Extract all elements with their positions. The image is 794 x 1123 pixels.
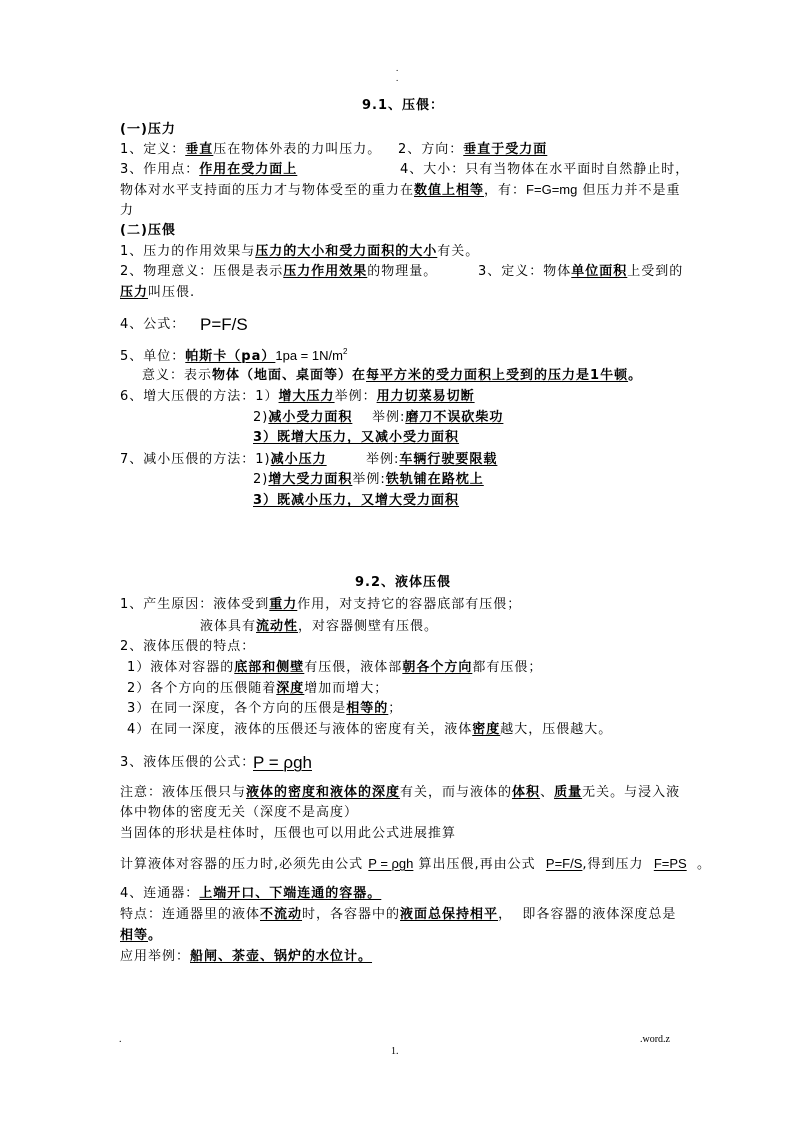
pressure-meaning-line — [120, 263, 437, 281]
feature-1-post: 都有压偎； — [472, 660, 543, 675]
effect-post: 有关。 — [437, 244, 480, 259]
note-line-1 — [120, 784, 680, 802]
pressure-unit-meaning-line — [142, 367, 642, 385]
definition-text: 压在物体外表的力叫压力。 — [213, 142, 382, 157]
increase-example-line-2 — [372, 409, 503, 427]
feature-2-post: 增加而增大； — [304, 681, 389, 696]
calculation-line — [120, 855, 711, 874]
feature-1-emphasis-2: 朝各个方向 — [402, 660, 473, 675]
decrease-example-2: 铁轨铺在路枕上 — [385, 472, 484, 487]
feature-1-mid: 有压偎，液体部 — [304, 660, 403, 675]
decrease-example-line-1 — [366, 451, 497, 469]
decrease-method-1: 减小压力 — [270, 452, 327, 467]
definition-emphasis: 垂直 — [185, 142, 214, 157]
feature-3-emphasis: 相等的 — [346, 701, 389, 716]
cause-text: 1、产生原因：液体受到 — [120, 597, 270, 612]
feature-1-emphasis-1: 底部和侧壁 — [234, 660, 305, 675]
connector-feature-text: 特点：连通器里的液体 — [120, 907, 261, 922]
size-line2-post: 但压力并不是重 — [577, 183, 681, 198]
pressure-heading: (二)压偎 — [120, 223, 176, 238]
cause2-post: ，对容器侧壁有压偎。 — [298, 619, 439, 634]
size-line2-mid: ，有： — [484, 183, 527, 198]
calc-post: 。 — [686, 857, 711, 872]
unit-meaning-end: 。 — [628, 368, 643, 383]
note-line-2: 体中物体的密度无关（深度不是高度） — [120, 805, 359, 820]
note-line-3: 当固体的形状是柱体时，压偎也可以用此公式进展推算 — [120, 826, 457, 841]
application-line — [120, 948, 372, 966]
meaning-post: 的物理量。 — [367, 264, 438, 279]
pressure-definition-post: 上受到的 — [627, 264, 684, 279]
force-definition-line — [120, 141, 381, 159]
direction-label: 2、方向： — [398, 142, 464, 157]
decrease-label: 7、减小压偎的方法：1) — [120, 452, 271, 467]
pressure-definition-line — [478, 263, 683, 281]
decrease-example-label-2: 举例: — [352, 472, 386, 487]
connector-feature-emphasis-1: 不流动 — [260, 907, 303, 922]
increase-example-2: 磨刀不误砍柴功 — [405, 410, 504, 425]
pressure-formula: P=F/S — [200, 315, 248, 334]
connector-feature-line-2 — [120, 927, 162, 945]
cause2-text: 液体具有 — [200, 619, 257, 634]
increase-method-line-1 — [120, 388, 475, 406]
unit-meaning-bold: 物体（地面、桌面等）在 — [212, 368, 367, 383]
top-mark-1: . — [396, 63, 399, 73]
decrease-method-line-2 — [253, 471, 484, 489]
unit-meaning-emphasis: 每平方米的受力面积上受到的压力是1牛顿 — [366, 368, 629, 383]
increase-example-1: 用力切菜易切断 — [376, 389, 475, 404]
connector-feature-mid: 时，各容器中的 — [302, 907, 401, 922]
size-line2-emphasis: 数值上相等 — [414, 183, 485, 198]
feature-4-post: 越大，压偎越大。 — [500, 722, 613, 737]
calc-text: 计算液体对容器的压力时,必须先由公式 — [120, 857, 369, 872]
size-line2-formula: F=G=mg — [526, 182, 578, 197]
application-label: 应用举例： — [120, 949, 191, 964]
increase-method-1: 增大压力 — [278, 389, 335, 404]
force-size-line-3: 力 — [120, 203, 135, 218]
direction-emphasis: 垂直于受力面 — [463, 142, 548, 157]
application-emphasis: 船闸、茶壶、锅炉的水位计。 — [190, 949, 373, 964]
feature-1-text: 1）液体对容器的 — [127, 660, 235, 675]
increase-method-3: 3）既增大压力，又减小受力面积 — [253, 430, 460, 445]
force-point-line — [120, 161, 297, 179]
pressure-unit-line — [120, 347, 347, 366]
feature-3-post: ； — [388, 701, 403, 716]
pressure-definition-line-2 — [120, 284, 195, 302]
increase-label: 6、增大压偎的方法：1） — [120, 389, 279, 404]
increase-method-2: 减小受力面积 — [268, 410, 353, 425]
connector-feature-line2-emphasis: 相等 — [120, 928, 149, 943]
pressure-effect-line — [120, 243, 479, 261]
calc-mid-2: ,得到压力 — [582, 857, 654, 872]
cause2-emphasis: 流动性 — [256, 619, 299, 634]
note-separator: 、 — [540, 785, 555, 800]
cause-emphasis: 重力 — [269, 597, 298, 612]
point-emphasis: 作用在受力面上 — [199, 162, 298, 177]
feature-item-2 — [127, 680, 388, 698]
calc-mid-1: 算出压偎,再由公式 — [413, 857, 546, 872]
feature-item-3 — [127, 700, 402, 718]
calc-formula-2: P=F/S — [545, 856, 583, 871]
size-text: 只有当物体在水平面时自然静止时， — [465, 162, 690, 177]
meaning-text: 2、物理意义：压偎是表示 — [120, 264, 284, 279]
effect-text: 1、压力的作用效果与 — [120, 244, 256, 259]
note-text: 注意：液体压偎只与 — [120, 785, 247, 800]
pressure-definition-text: 3、定义：物体 — [478, 264, 572, 279]
decrease-example-label-1: 举例: — [366, 452, 400, 467]
decrease-method-line-1 — [120, 451, 327, 469]
features-heading: 2、液体压偎的特点： — [120, 639, 256, 654]
force-heading: (一)压力 — [120, 122, 176, 137]
decrease-example-1: 车辆行驶要限载 — [399, 452, 498, 467]
decrease-number-2: 2) — [253, 472, 269, 487]
feature-item-1 — [127, 659, 542, 677]
decrease-method-2: 增大受力面积 — [268, 472, 353, 487]
connector-feature-line — [120, 906, 676, 924]
definition-label: 1、定义： — [120, 142, 186, 157]
increase-example-label-1: 举例： — [334, 389, 377, 404]
increase-number-2: 2) — [253, 410, 269, 425]
connector-feature-line2-end: 。 — [148, 928, 163, 943]
pressure-definition-emphasis: 单位面积 — [571, 264, 628, 279]
meaning-emphasis: 压力作用效果 — [283, 264, 368, 279]
page-number: 1. — [391, 1046, 399, 1057]
section-9-2-title: 9.2、液体压偎 — [355, 575, 452, 590]
effect-emphasis: 压力的大小和受力面积的大小 — [255, 244, 438, 259]
feature-2-text: 2）各个方向的压偎随着 — [127, 681, 277, 696]
feature-3-text: 3）在同一深度，各个方向的压偎是 — [127, 701, 347, 716]
section-9-1-title: 9.1、压偎： — [362, 98, 445, 113]
feature-4-text: 4）在同一深度，液体的压偎还与液体的密度有关，液体 — [127, 722, 473, 737]
footer-right-text: .word.z — [640, 1034, 670, 1045]
footer-left-mark: . — [119, 1034, 122, 1045]
calc-formula-3: F=PS — [653, 856, 687, 871]
force-size-line — [400, 161, 689, 179]
feature-item-4 — [127, 721, 612, 739]
unit-emphasis: 帕斯卡（pa） — [185, 349, 276, 364]
cause-line-1 — [120, 596, 521, 614]
note-post: 无关。与浸入液 — [582, 785, 681, 800]
size-label: 4、大小： — [400, 162, 466, 177]
unit-meaning-label: 意义：表示 — [142, 368, 213, 383]
connector-label: 4、连通器： — [120, 886, 200, 901]
pressure-definition-cont-emphasis: 压力 — [120, 285, 149, 300]
note-emphasis-3: 质量 — [554, 785, 583, 800]
pressure-formula-label: 4、公式： — [120, 317, 186, 332]
cause-post: 作用，对支持它的容器底部有压偎； — [297, 597, 522, 612]
unit-exponent: 2 — [342, 347, 348, 356]
connector-feature-emphasis-2: 液面总保持相平 — [400, 907, 499, 922]
liquid-formula: P = ρgh — [253, 753, 312, 772]
force-direction-line — [398, 141, 547, 159]
unit-value: 1pa = 1N/m — [275, 348, 343, 363]
increase-method-line-2 — [253, 409, 352, 427]
feature-4-emphasis: 密度 — [472, 722, 501, 737]
connector-feature-post: ， 即各容器的液体深度总是 — [498, 907, 677, 922]
connector-line — [120, 885, 381, 903]
increase-example-label-2: 举例: — [372, 410, 406, 425]
point-label: 3、作用点： — [120, 162, 200, 177]
note-mid: 有关，而与液体的 — [400, 785, 513, 800]
calc-formula-1: P = ρgh — [368, 856, 414, 871]
note-emphasis-2: 体积 — [512, 785, 541, 800]
feature-2-emphasis: 深度 — [276, 681, 305, 696]
pressure-definition-cont-text: 叫压偎. — [148, 285, 196, 300]
unit-label: 5、单位： — [120, 349, 186, 364]
force-size-line-2 — [120, 181, 680, 200]
note-emphasis-1: 液体的密度和液体的深度 — [246, 785, 401, 800]
liquid-formula-label: 3、液体压偎的公式： — [120, 755, 256, 770]
size-line2-text: 物体对水平支持面的压力才与物体受至的重力在 — [120, 183, 415, 198]
top-mark-2: . — [396, 73, 399, 83]
connector-emphasis: 上端开口、下端连通的容器。 — [199, 886, 382, 901]
cause-line-2 — [200, 618, 438, 636]
decrease-method-3: 3）既减小压力，又增大受力面积 — [253, 493, 460, 508]
